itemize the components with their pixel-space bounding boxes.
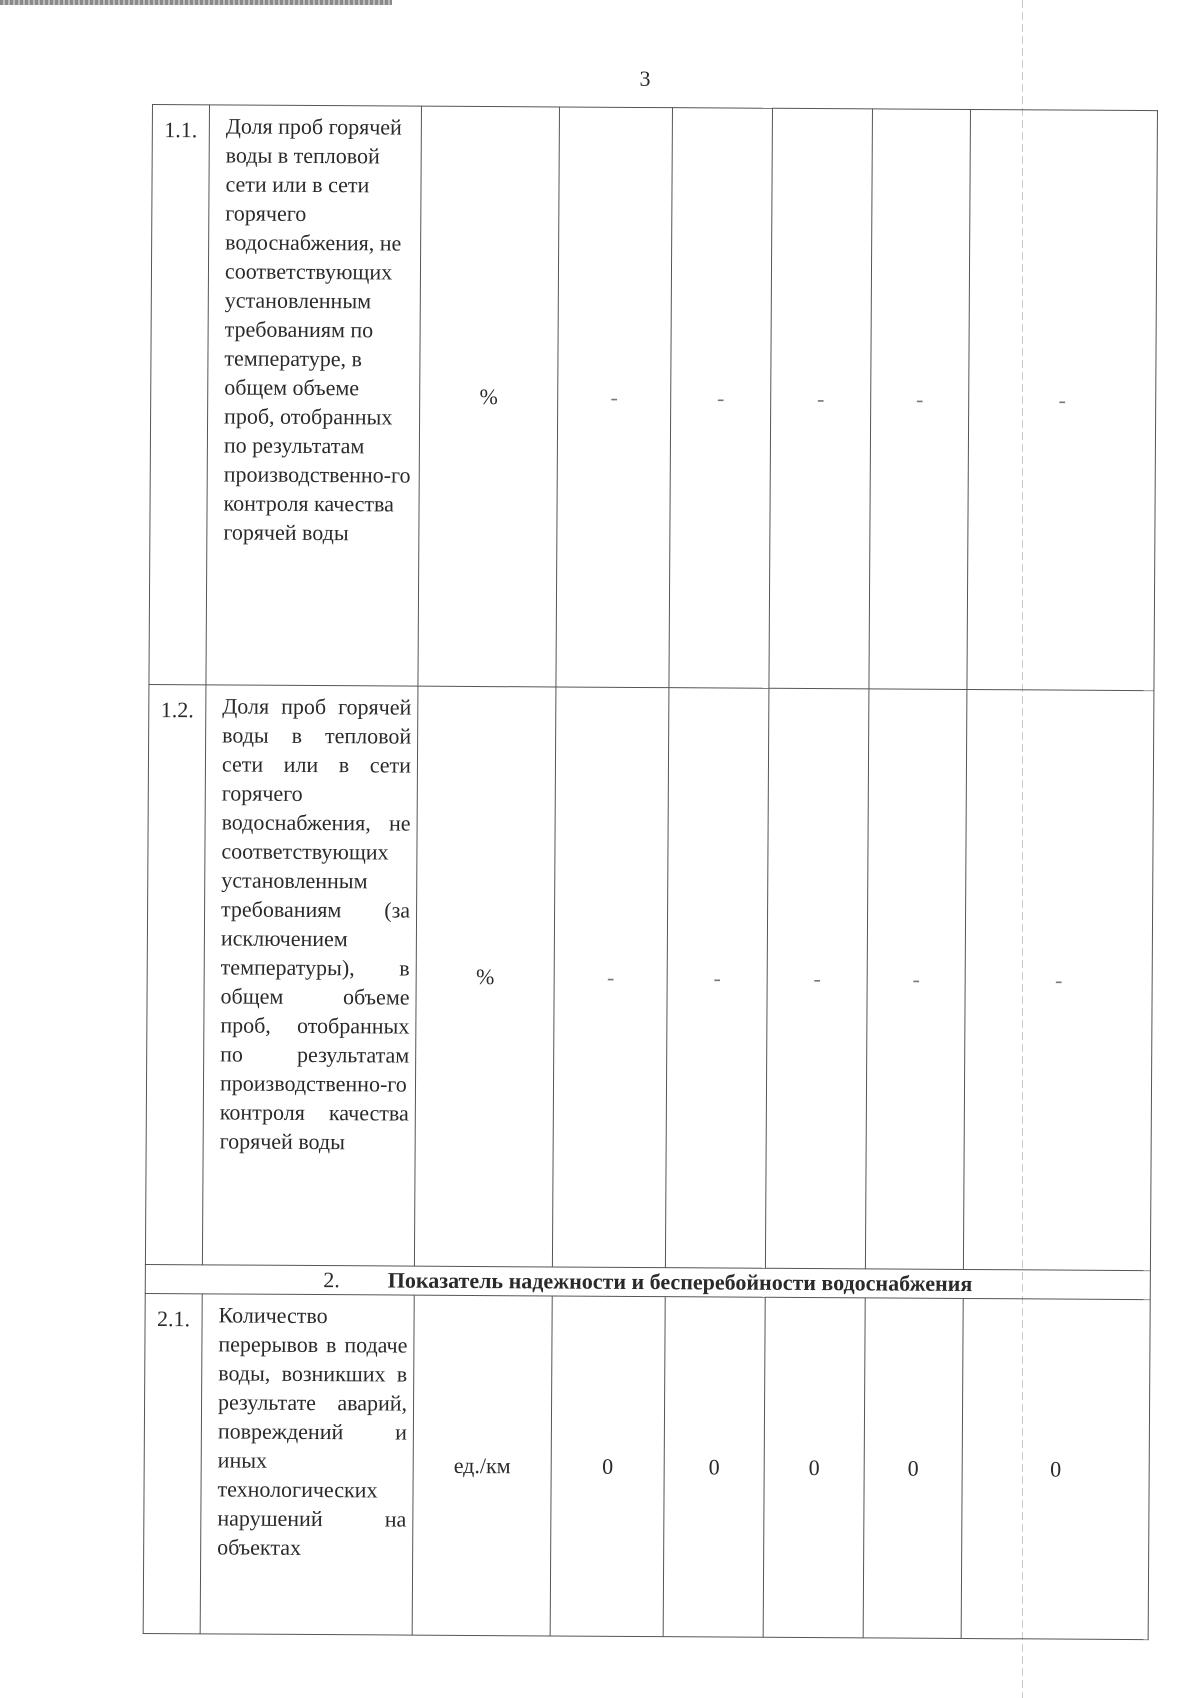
indicator-description: Доля проб горячей воды в тепловой сети или в сети горячего водоснабжения, не соответствующих установленным требованиям (за исключением температуры), в общем объеме проб, отобранных по результатам производственно-го контроля качества горячей воды xyxy=(202,685,418,1266)
table-row xyxy=(143,1293,1150,1639)
value-cell: - xyxy=(556,107,673,688)
row-number: 1.1. xyxy=(149,105,210,685)
value-cell: - xyxy=(669,108,773,689)
value-cell: - xyxy=(963,689,1154,1270)
indicator-description: Доля проб горячей воды в тепловой сети или в сети горячего водоснабжения, не соответствующих установленным требованиям по температуре, в общем объеме проб, отобранных по результатам производственно-го контроля качества горячей воды xyxy=(206,105,422,686)
value-cell: - xyxy=(869,109,971,690)
value-cell: 0 xyxy=(550,1296,665,1637)
value-cell: 0 xyxy=(961,1298,1150,1639)
unit-cell: % xyxy=(418,106,560,687)
value-cell: - xyxy=(765,688,869,1269)
section-title: Показатель надежности и бесперебойности водоснабжения xyxy=(387,1267,973,1297)
value-cell: 0 xyxy=(863,1298,963,1639)
scan-edge-mark xyxy=(0,0,392,5)
value-cell: 0 xyxy=(663,1297,765,1638)
value-cell: - xyxy=(865,689,967,1270)
table-row xyxy=(145,684,1154,1270)
value-cell: - xyxy=(967,109,1158,690)
value-cell: - xyxy=(769,108,873,689)
row-number: 1.2. xyxy=(145,684,206,1264)
value-cell: 0 xyxy=(763,1297,865,1638)
section-number: 2. xyxy=(323,1267,340,1293)
value-cell: - xyxy=(552,687,669,1268)
page-number: 3 xyxy=(639,66,651,91)
unit-cell: ед./км xyxy=(412,1295,552,1636)
indicators-table xyxy=(143,104,1158,1640)
row-number: 2.1. xyxy=(143,1293,202,1633)
indicator-description: Количество перерывов в подаче воды, возникших в результате аварий, повреждений и иных технологических нарушений на объектах xyxy=(200,1294,414,1635)
value-cell: - xyxy=(665,688,769,1269)
unit-cell: % xyxy=(414,686,556,1267)
table-row xyxy=(149,105,1158,691)
